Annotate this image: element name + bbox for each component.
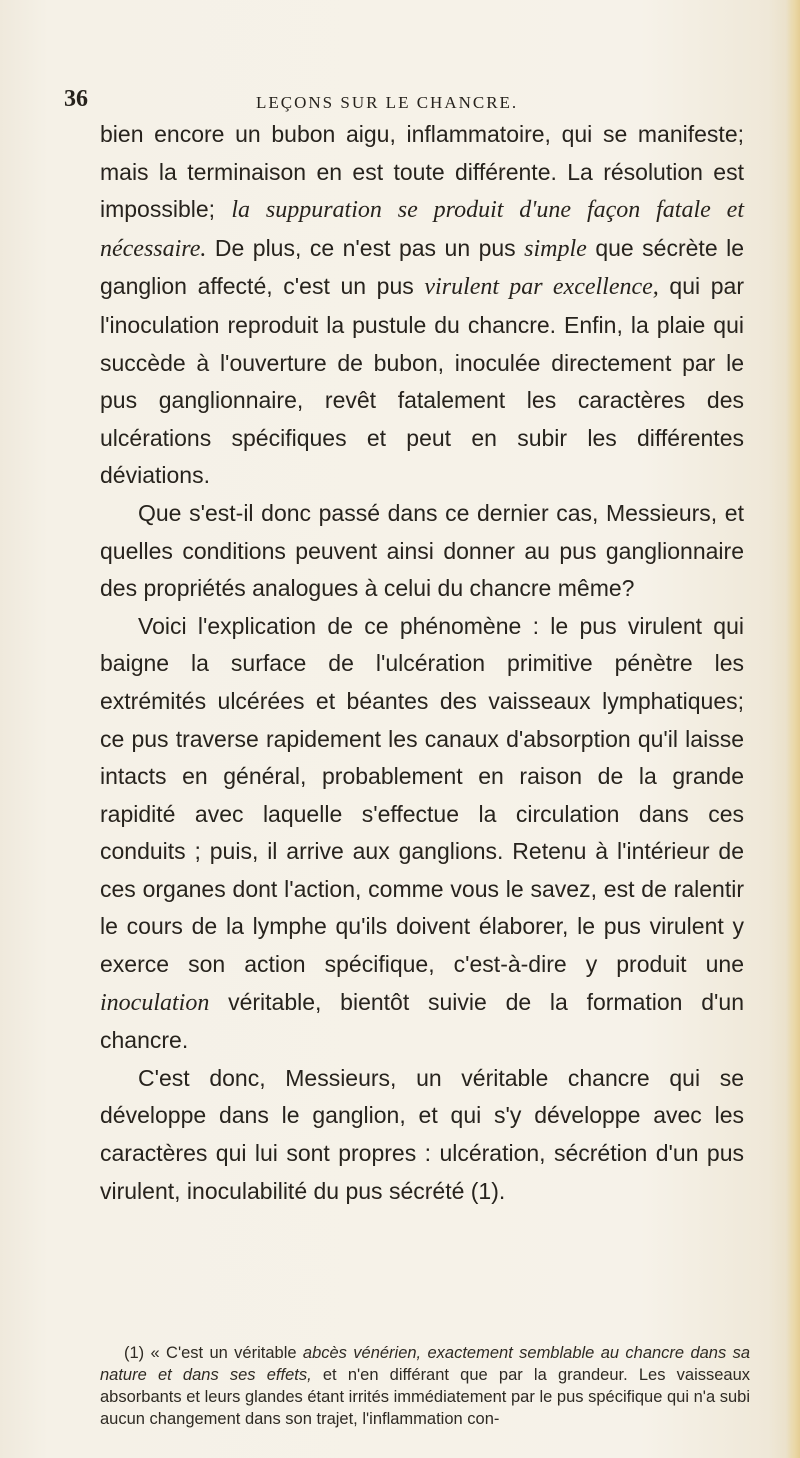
running-title: LEÇONS SUR LE CHANCRE. xyxy=(256,93,519,112)
text-run: De plus, ce n'est pas un pus xyxy=(206,234,525,261)
paragraph xyxy=(100,495,744,608)
text-run: qui par l'inoculation reproduit la pustule du chancre. Enfin, la plaie qui succède à l'ouverture de bubon, inoculée directement par le pus ganglionnaire, revêt fatalement les caractères des ulcérations spécifiques et peut en subir les différentes déviations. xyxy=(100,273,745,489)
paragraph xyxy=(100,1060,744,1210)
text-run: Que s'est-il donc passé dans ce dernier cas, Messieurs, et quelles conditions peuvent ainsi donner au pus ganglionnaire des propriétés analogues à celui du chancre même? xyxy=(100,499,744,602)
italic-text: la suppuration se produit d'une façon fatale et nécessaire. xyxy=(100,197,744,262)
footnote xyxy=(100,1342,750,1430)
text-run: que sécrète le ganglion affecté, c'est un pus xyxy=(100,234,744,300)
paragraph xyxy=(100,116,744,495)
footnote-paragraph xyxy=(100,1342,750,1430)
text-run: Voici l'explication de ce phénomène : le pus virulent qui baigne la surface de l'ulcération primitive pénètre les extrémités ulcérées et béantes des vaisseaux lymphatiques; ce pus traverse rapidement les canaux d'absorption qu'il laisse intacts en général, probablement en raison de la grande rapidité avec laquelle s'effectue la circulation dans ces conduits ; puis, il arrive aux ganglions. Retenu à l'intérieur de ces organes dont l'action, comme vous le savez, est de ralentir le cours de la lymphe qu'ils doivent élaborer, le pus virulent y exerce son action spécifique, c'est-à-dire y produit une xyxy=(100,612,744,978)
text-run: bien encore un bubon aigu, inflammatoire, qui se manifeste; mais la terminaison en est toute différente. La résolution est impossible; xyxy=(100,121,744,223)
italic-text: abcès vénérien, exactement semblable au chancre dans sa nature et dans ses effets, xyxy=(100,1344,751,1384)
page-number: 36 xyxy=(64,86,88,112)
paragraph xyxy=(100,608,744,1060)
text-run: (1) « C'est un véritable xyxy=(124,1344,303,1362)
text-run: et n'en différant que par la grandeur. Les vaisseaux absorbants et leurs glandes étant irrités immédiatement par le pus spécifique qui n'a subi aucun changement dans son trajet, l'inflammation con- xyxy=(100,1366,751,1428)
text-run: C'est donc, Messieurs, un véritable chancre qui se développe dans le ganglion, et qui s'y développe avec les caractères qui lui sont propres : ulcération, sécrétion d'un pus virulent, inoculabilité du pus sécrété (1). xyxy=(100,1064,744,1204)
body-text xyxy=(100,116,744,1210)
italic-text: simple xyxy=(524,235,587,262)
italic-text: inoculation xyxy=(100,989,210,1016)
page-edge-stain xyxy=(786,0,800,1458)
page-header xyxy=(64,86,744,116)
italic-text: virulent par excellence, xyxy=(424,274,659,301)
text-run: véritable, bientôt suivie de la formation d'un chancre. xyxy=(100,988,744,1054)
